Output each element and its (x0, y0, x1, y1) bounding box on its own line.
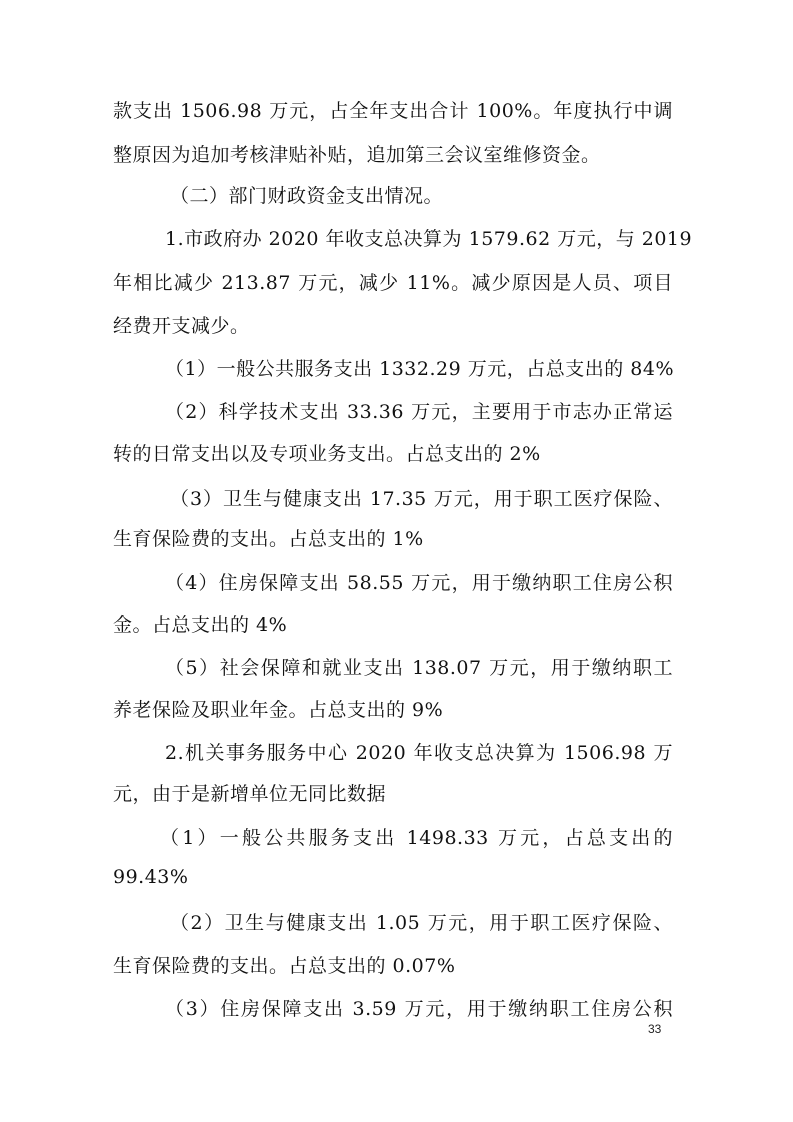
text-line: 元，由于是新增单位无同比数据 (113, 783, 387, 805)
text-line: 生育保险费的支出。占总支出的 0.07% (113, 955, 456, 977)
section-heading: （二）部门财政资金支出情况。 (170, 185, 444, 207)
text-line: 经费开支减少。 (113, 315, 250, 337)
text-line: （3）卫生与健康支出 17.35 万元，用于职工医疗保险、 (170, 488, 673, 510)
text-line: 年相比减少 213.87 万元，减少 11%。减少原因是人员、项目 (113, 272, 673, 294)
text-line: （5）社会保障和就业支出 138.07 万元，用于缴纳职工 (165, 657, 673, 679)
text-line: （1）一般公共服务支出 1498.33 万元，占总支出的 (160, 827, 673, 849)
text-line: 2.机关事务服务中心 2020 年收支总决算为 1506.98 万 (165, 742, 673, 764)
text-line: 养老保险及职业年金。占总支出的 9% (113, 699, 444, 721)
text-line: （4）住房保障支出 58.55 万元，用于缴纳职工住房公积 (165, 572, 673, 594)
page-number: 33 (648, 1022, 662, 1036)
text-line: 生育保险费的支出。占总支出的 1% (113, 528, 424, 550)
text-line: （3）住房保障支出 3.59 万元，用于缴纳职工住房公积 (165, 998, 673, 1020)
text-line: 1.市政府办 2020 年收支总决算为 1579.62 万元，与 2019 (165, 228, 693, 250)
text-line: 转的日常支出以及专项业务支出。占总支出的 2% (113, 443, 541, 465)
text-line: 金。占总支出的 4% (113, 614, 288, 636)
text-line: 99.43% (113, 866, 189, 888)
text-line: （2）科学技术支出 33.36 万元，主要用于市志办正常运 (165, 401, 673, 423)
text-line: （2）卫生与健康支出 1.05 万元，用于职工医疗保险、 (170, 912, 673, 934)
text-line: 整原因为追加考核津贴补贴，追加第三会议室维修资金。 (113, 144, 601, 166)
text-line: 款支出 1506.98 万元，占全年支出合计 100%。年度执行中调 (113, 100, 673, 122)
text-line: （1）一般公共服务支出 1332.29 万元，占总支出的 84% (165, 358, 675, 380)
